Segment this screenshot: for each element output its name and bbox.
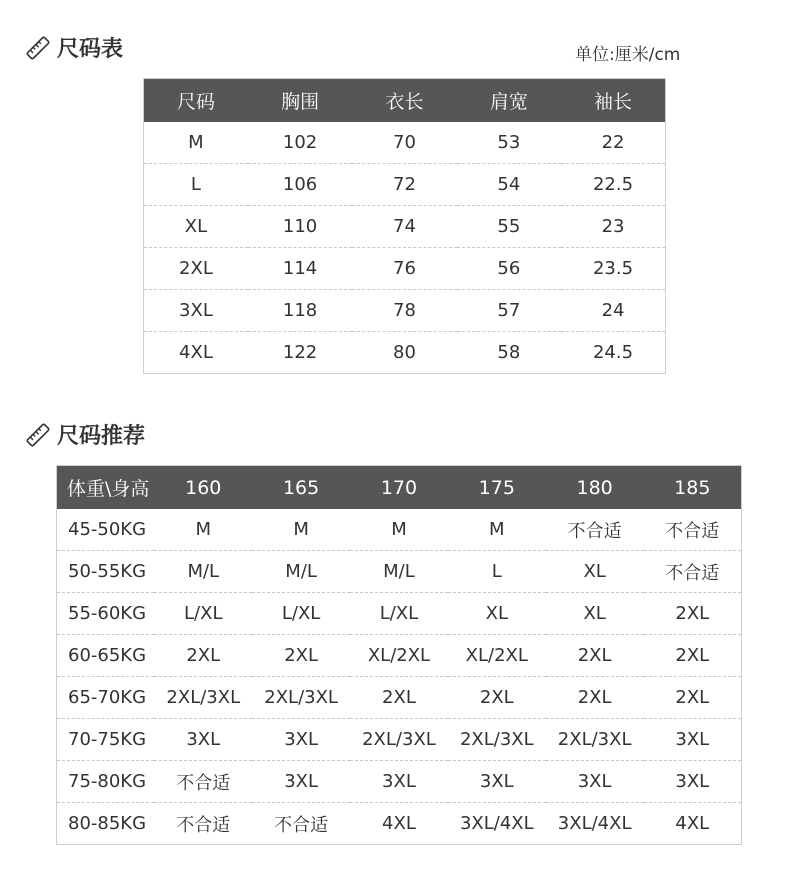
table-cell: 2XL/3XL bbox=[154, 677, 252, 719]
table-cell: L/XL bbox=[350, 593, 448, 635]
table-cell: XL/2XL bbox=[350, 635, 448, 677]
table-cell: 58 bbox=[497, 342, 521, 363]
unit-label: 单位:厘米/cm bbox=[575, 45, 681, 65]
table-cell: 4XL bbox=[675, 813, 710, 834]
column-header: 175 bbox=[448, 466, 546, 510]
table-cell: M bbox=[252, 509, 350, 551]
table-row bbox=[57, 761, 742, 803]
table-cell: 不合适 bbox=[154, 761, 252, 803]
table-cell: 3XL/4XL bbox=[459, 813, 534, 834]
table-row bbox=[57, 803, 742, 845]
row-label-cell: 3XL bbox=[144, 290, 248, 332]
table-row bbox=[144, 206, 666, 248]
table-cell: 2XL bbox=[154, 635, 252, 677]
column-header: 衣长 bbox=[352, 79, 456, 123]
table-cell: 76 bbox=[352, 248, 456, 290]
table-cell: 3XL bbox=[644, 761, 742, 803]
column-header: 尺码 bbox=[144, 79, 248, 123]
table-cell: M/L bbox=[252, 551, 350, 593]
recommendation-title: 尺码推荐 bbox=[57, 424, 146, 449]
ruler-icon bbox=[25, 35, 51, 61]
table-row bbox=[144, 164, 666, 206]
table-cell: 2XL bbox=[644, 677, 742, 719]
size-chart-heading bbox=[25, 32, 123, 63]
table-cell: 3XL bbox=[252, 719, 350, 761]
column-header: 180 bbox=[546, 466, 644, 510]
table-cell: 3XL bbox=[154, 719, 252, 761]
table-cell: 55 bbox=[457, 206, 561, 248]
table-cell: 3XL bbox=[350, 761, 448, 803]
table-cell: 74 bbox=[352, 206, 456, 248]
table-cell: 2XL bbox=[252, 635, 350, 677]
table-cell: M bbox=[154, 509, 252, 551]
table-cell: M bbox=[350, 509, 448, 551]
row-label-cell: 45-50KG bbox=[57, 509, 155, 551]
table-cell: 114 bbox=[248, 248, 352, 290]
table-header-row bbox=[144, 79, 666, 123]
table-cell: 118 bbox=[248, 290, 352, 332]
table-cell: 80 bbox=[393, 342, 416, 363]
ruler-icon bbox=[25, 422, 51, 448]
table-cell: 110 bbox=[248, 206, 352, 248]
table-cell: L/XL bbox=[154, 593, 252, 635]
column-header: 160 bbox=[154, 466, 252, 510]
table-header-row bbox=[57, 466, 742, 510]
table-cell: 70 bbox=[352, 122, 456, 164]
table-row bbox=[57, 593, 742, 635]
table-cell: 56 bbox=[457, 248, 561, 290]
row-label-cell: M bbox=[144, 122, 248, 164]
row-label-cell: 80-85KG bbox=[68, 813, 147, 834]
table-row bbox=[57, 551, 742, 593]
table-cell: 24 bbox=[561, 290, 665, 332]
table-row bbox=[144, 122, 666, 164]
table-row bbox=[57, 509, 742, 551]
column-header: 185 bbox=[644, 466, 742, 510]
column-header: 170 bbox=[350, 466, 448, 510]
table-cell: 2XL/3XL bbox=[448, 719, 546, 761]
table-cell: 22.5 bbox=[561, 164, 665, 206]
column-header: 165 bbox=[252, 466, 350, 510]
row-label-cell: 65-70KG bbox=[57, 677, 155, 719]
column-header: 胸围 bbox=[248, 79, 352, 123]
row-label-cell: 75-80KG bbox=[57, 761, 155, 803]
table-cell: 不合适 bbox=[644, 509, 742, 551]
table-cell: XL/2XL bbox=[448, 635, 546, 677]
row-label-cell: XL bbox=[144, 206, 248, 248]
table-cell: 不合适 bbox=[176, 814, 231, 836]
table-cell: 54 bbox=[457, 164, 561, 206]
table-cell: XL bbox=[546, 593, 644, 635]
row-label-cell: L bbox=[144, 164, 248, 206]
table-row bbox=[144, 332, 666, 374]
table-cell: 3XL bbox=[644, 719, 742, 761]
row-label-cell: 50-55KG bbox=[57, 551, 155, 593]
table-cell: 2XL/3XL bbox=[252, 677, 350, 719]
table-row bbox=[57, 677, 742, 719]
table-row bbox=[57, 635, 742, 677]
table-cell: 2XL bbox=[546, 677, 644, 719]
row-label-cell: 2XL bbox=[144, 248, 248, 290]
size-chart-table bbox=[143, 78, 666, 374]
table-cell: 23 bbox=[561, 206, 665, 248]
table-row bbox=[144, 248, 666, 290]
table-cell: 2XL/3XL bbox=[546, 719, 644, 761]
table-cell: 3XL bbox=[448, 761, 546, 803]
table-cell: 不合适 bbox=[546, 509, 644, 551]
recommendation-heading bbox=[25, 419, 145, 450]
table-cell: M bbox=[448, 509, 546, 551]
table-cell: 53 bbox=[457, 122, 561, 164]
column-header: 体重\身高 bbox=[57, 466, 155, 510]
table-cell: 72 bbox=[352, 164, 456, 206]
table-cell: 2XL bbox=[546, 635, 644, 677]
table-cell: 122 bbox=[282, 342, 318, 363]
table-cell: 不合适 bbox=[644, 551, 742, 593]
table-cell: 78 bbox=[352, 290, 456, 332]
table-cell: L bbox=[448, 551, 546, 593]
row-label-cell: 4XL bbox=[179, 342, 213, 363]
table-row bbox=[144, 290, 666, 332]
column-header: 肩宽 bbox=[457, 79, 561, 123]
table-cell: 2XL bbox=[350, 677, 448, 719]
table-cell: 3XL/4XL bbox=[557, 813, 632, 834]
table-cell: M/L bbox=[154, 551, 252, 593]
table-row bbox=[57, 719, 742, 761]
table-cell: 2XL bbox=[644, 593, 742, 635]
table-cell: 不合适 bbox=[274, 814, 329, 836]
row-label-cell: 55-60KG bbox=[57, 593, 155, 635]
table-cell: XL bbox=[448, 593, 546, 635]
table-cell: 106 bbox=[248, 164, 352, 206]
size-recommendation-table bbox=[56, 465, 742, 845]
table-cell: M/L bbox=[350, 551, 448, 593]
table-cell: 102 bbox=[248, 122, 352, 164]
table-cell: XL bbox=[546, 551, 644, 593]
table-cell: 4XL bbox=[382, 813, 416, 834]
row-label-cell: 60-65KG bbox=[57, 635, 155, 677]
table-cell: 3XL bbox=[546, 761, 644, 803]
table-cell: L/XL bbox=[252, 593, 350, 635]
table-cell: 57 bbox=[457, 290, 561, 332]
row-label-cell: 70-75KG bbox=[57, 719, 155, 761]
table-cell: 2XL bbox=[448, 677, 546, 719]
table-cell: 24.5 bbox=[592, 342, 634, 363]
table-cell: 23.5 bbox=[561, 248, 665, 290]
table-cell: 22 bbox=[561, 122, 665, 164]
size-chart-title: 尺码表 bbox=[57, 37, 124, 62]
table-cell: 2XL/3XL bbox=[350, 719, 448, 761]
table-cell: 2XL bbox=[644, 635, 742, 677]
column-header: 袖长 bbox=[561, 79, 665, 123]
table-cell: 3XL bbox=[252, 761, 350, 803]
